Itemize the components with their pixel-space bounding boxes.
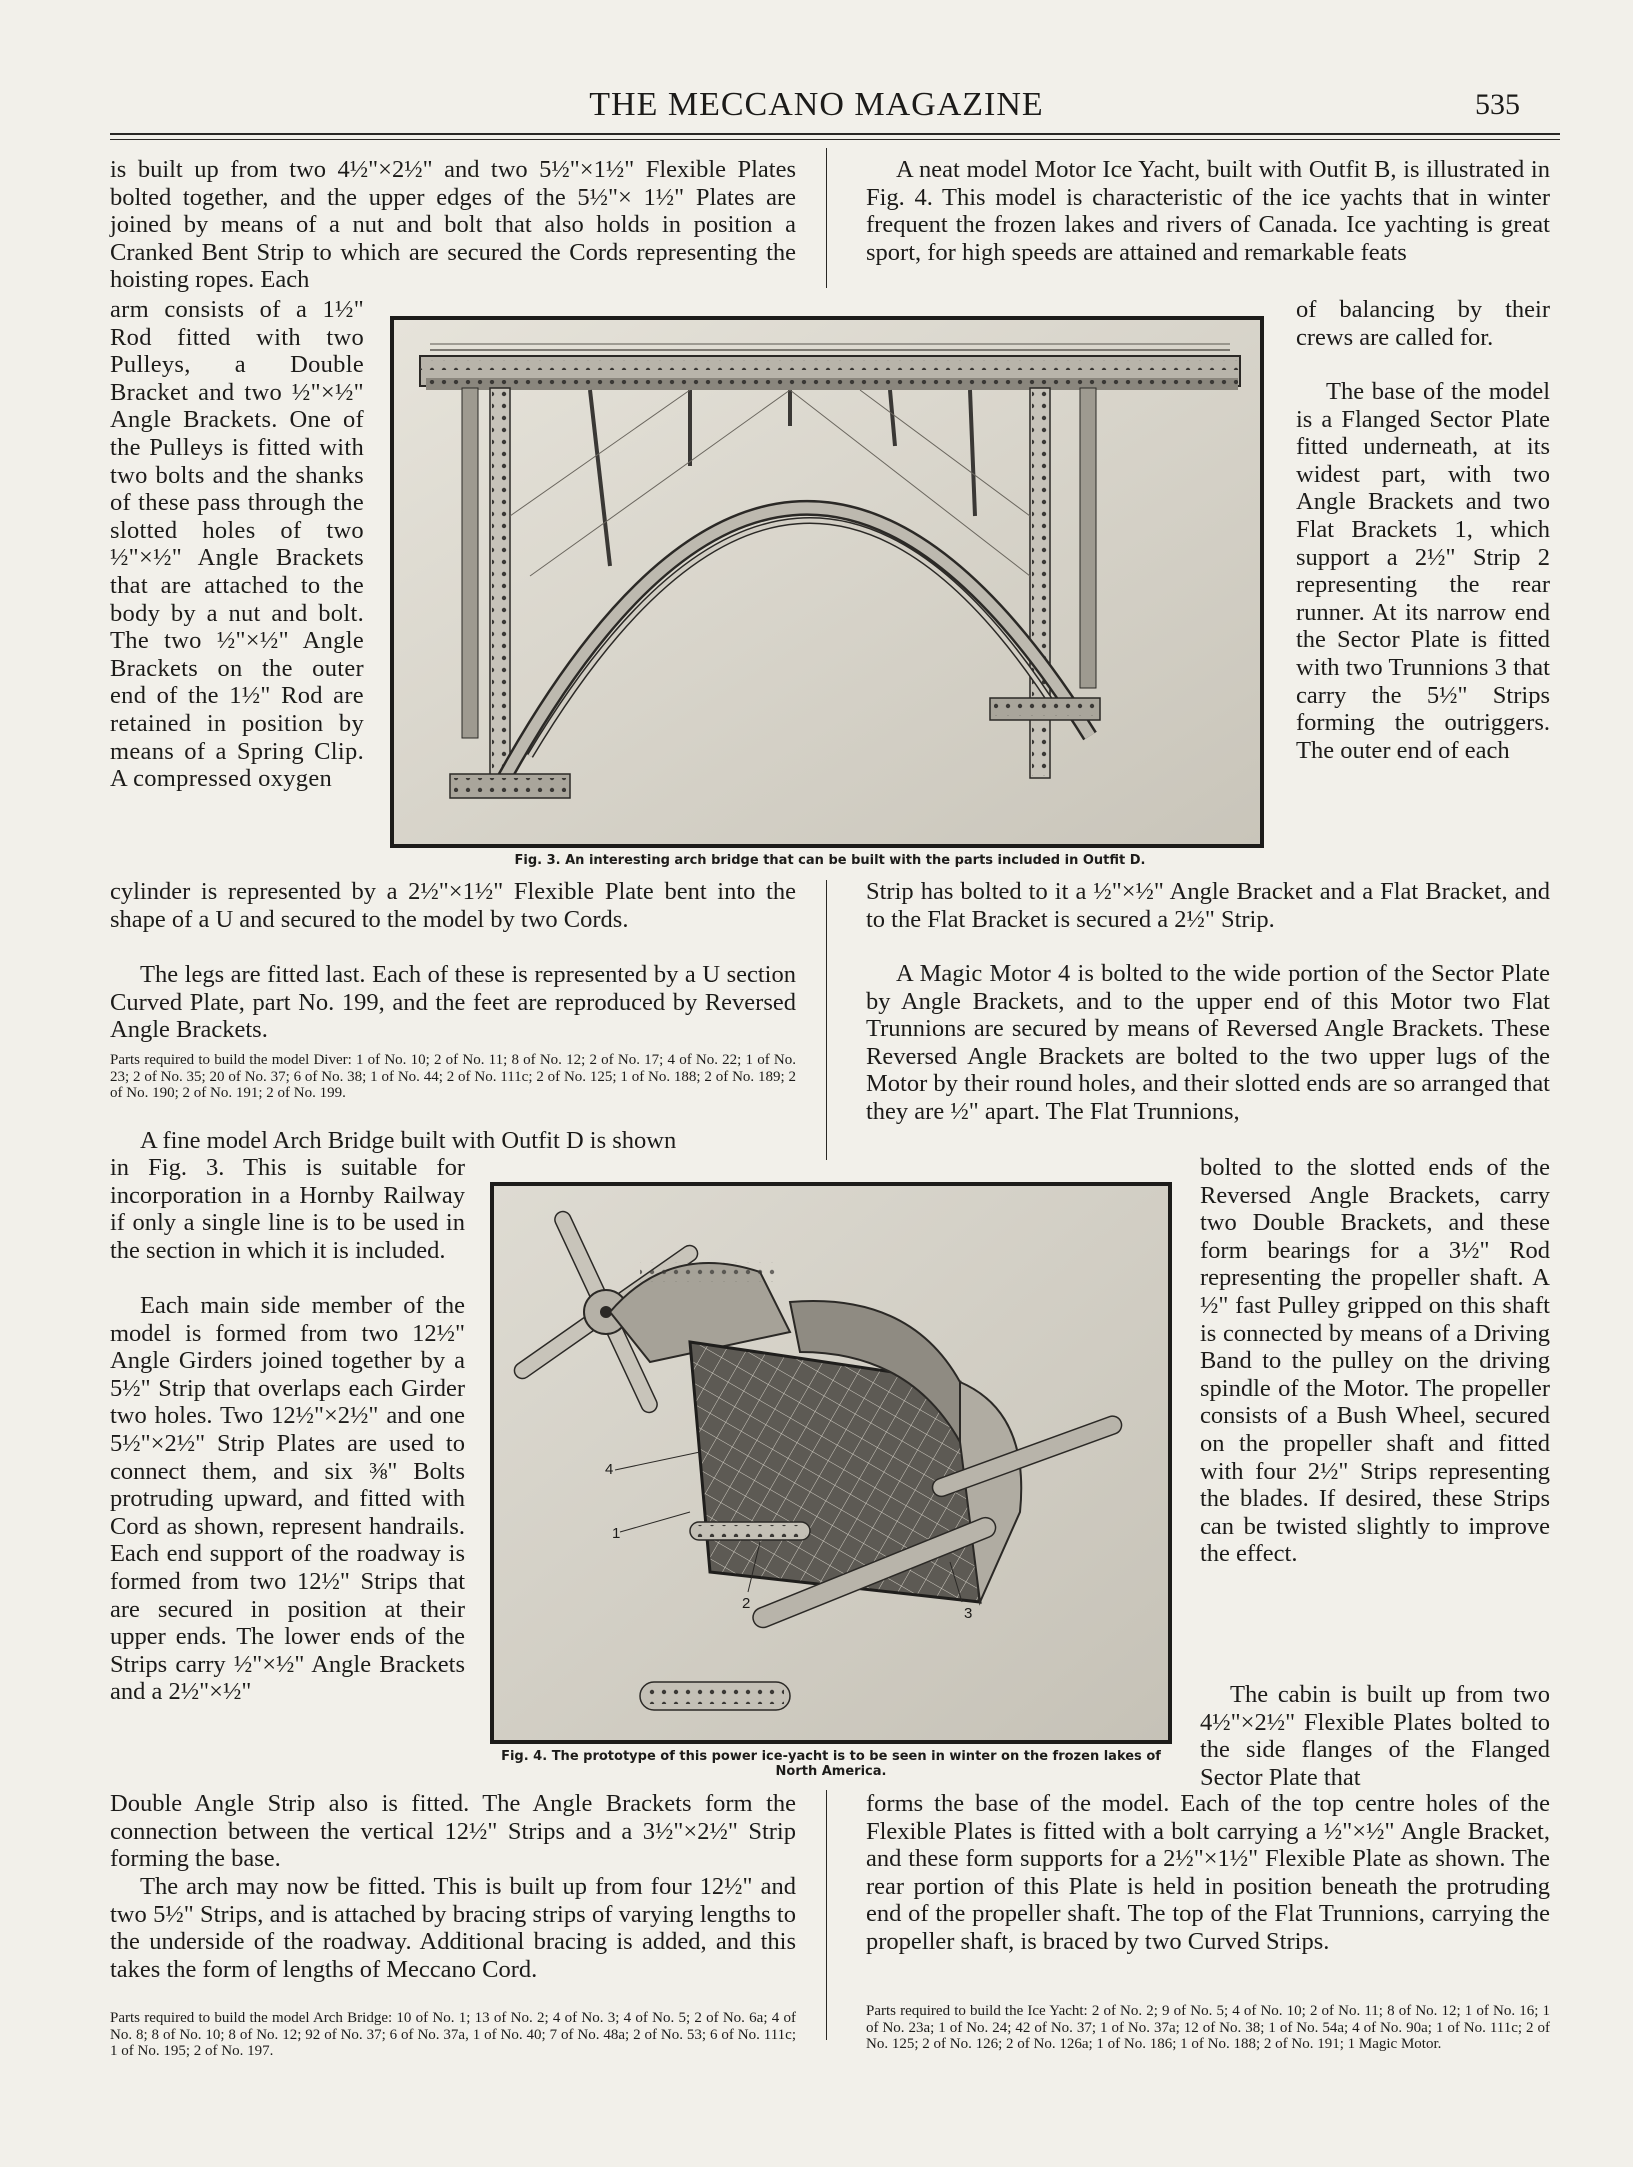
left-paragraph-4-wrap: Each main side member of the model is formed from two 12½" Angle Girders joined together by a 5½" Strip that overlaps each Girder two holes. Two 12½"×2½" and one 5½"×2½" Strip Plates are used to connect them, and six ⅜" Bolts protruding upward, and fitted with Cord as shown, represent handrails. Each end support of the roadway is formed from two 12½" Strips that are secured in position at their upper ends. The lower ends of the Strips carry ½"×½" Angle Brackets and a 2½"×½" <box>110 1292 465 1706</box>
page-number: 535 <box>1475 88 1520 121</box>
right-paragraph-1: A neat model Motor Ice Yacht, built with Outfit B, is illustrated in Fig. 4. This model is characteristic of the ice yachts that in winter frequent the frozen lakes and rivers of Canada. Ice yachting is great sport, for high speeds are attained and remarkable feats <box>866 156 1550 266</box>
left-paragraph-1-end: cylinder is represented by a 2½"×1½" Flexible Plate bent into the shape of a U and secured to the model by two Cords. <box>110 878 796 933</box>
figure-3-caption: Fig. 3. An interesting arch bridge that can be built with the parts included in Outfit D. <box>514 853 1146 868</box>
parts-list-diver: Parts required to build the model Diver: 1 of No. 10; 2 of No. 11; 8 of No. 12; 2 of No. 17; 4 of No. 22; 1 of No. 23; 2 of No. 35; 20 of No. 37; 6 of No. 38; 1 of No. 44; 2 of No. 111c; 2 of No. 125; 1 of No. 188; 2 of No. 189; 2 of No. 190; 2 of No. 191; 2 of No. 199. <box>110 1052 796 1101</box>
left-paragraph-5: The arch may now be fitted. This is built up from four 12½" and two 5½" Strips, and is attached by bracing strips of varying lengths to the underside of the roadway. Additional bracing is added, and this takes the form of lengths of Meccano Cord. <box>110 1873 796 1983</box>
label-3: 3 <box>964 1605 973 1622</box>
header-rule <box>110 133 1560 135</box>
page-header-title: THE MECCANO MAGAZINE <box>589 86 1044 123</box>
right-paragraph-2-wrap: The base of the model is a Flanged Sector Plate fitted underneath, at its widest part, with two Angle Brackets and two Flat Brackets 1, which support a 2½" Strip 2 representing the rear runner. At its narrow end the Sector Plate is fitted with two Trunnions 3 that carry the 5½" Strips forming the outriggers. The outer end of each <box>1296 378 1550 764</box>
label-2: 2 <box>742 1595 751 1612</box>
left-paragraph-1: is built up from two 4½"×2½" and two 5½"×1½" Flexible Plates bolted together, and the upper edges of the 5½"× 1½" Plates are joined by means of a nut and bolt that also holds in position a Cranked Bent Strip to which are secured the Cords representing the hoisting ropes. Each <box>110 156 796 294</box>
right-paragraph-2-end: Strip has bolted to it a ½"×½" Angle Bracket and a Flat Bracket, and to the Flat Bracket is secured a 2½" Strip. <box>866 878 1550 933</box>
header-rule-thin <box>110 139 1560 140</box>
arch-bridge-illustration <box>390 316 1264 848</box>
right-paragraph-1-wrap: of balancing by their crews are called for. <box>1296 296 1550 351</box>
column-divider <box>826 1790 827 2040</box>
ice-yacht-illustration <box>490 1182 1172 1744</box>
right-paragraph-3-wrap: bolted to the slotted ends of the Reversed Angle Brackets, carry two Double Brackets, and these form bearings for a 3½" Rod representing the propeller shaft. A ½" fast Pulley gripped on this shaft is connected by means of a Driving Band to the pulley on the driving spindle of the Motor. The propeller consists of a Bush Wheel, secured on the propeller shaft and fitted with four 2½" Strips representing the blades. If desired, these Strips can be twisted slightly to improve the effect. <box>1200 1154 1550 1568</box>
column-divider <box>826 148 827 288</box>
label-1: 1 <box>612 1525 621 1542</box>
figure-3-arch-bridge <box>390 316 1264 848</box>
parts-list-ice-yacht: Parts required to build the Ice Yacht: 2 of No. 2; 9 of No. 5; 4 of No. 10; 2 of No. 11; 8 of No. 12; 1 of No. 16; 1 of No. 23a; 1 of No. 24; 42 of No. 37; 1 of No. 37a; 12 of No. 38; 1 of No. 54a; 4 of No. 90a; 1 of No. 111c; 2 of No. 125; 2 of No. 126; 2 of No. 126a; 1 of No. 186; 1 of No. 188; 2 of No. 191; 1 Magic Motor. <box>866 2003 1550 2052</box>
left-paragraph-1-wrap: arm consists of a 1½" Rod fitted with two Pulleys, a Double Bracket and two ½"×½" Angle Brackets. One of the Pulleys is fitted with two bolts and the shanks of these pass through the slotted holes of two ½"×½" Angle Brackets that are attached to the body by a nut and bolt. The two ½"×½" Angle Brackets on the outer end of the 1½" Rod are retained in position by means of a Spring Clip. A compressed oxygen <box>110 296 364 793</box>
parts-list-arch-bridge: Parts required to build the model Arch Bridge: 10 of No. 1; 13 of No. 2; 4 of No. 3; 4 of No. 5; 2 of No. 6a; 4 of No. 8; 8 of No. 10; 8 of No. 12; 92 of No. 37; 6 of No. 37a, 1 of No. 40; 7 of No. 48a; 2 of No. 53; 6 of No. 111c; 1 of No. 195; 2 of No. 197. <box>110 2010 796 2059</box>
left-paragraph-2: The legs are fitted last. Each of these is represented by a U section Curved Plate, part No. 199, and the feet are reproduced by Reversed Angle Brackets. <box>110 961 796 1044</box>
left-paragraph-3-first: A fine model Arch Bridge built with Outfit D is shown <box>140 1127 677 1154</box>
right-paragraph-4-wrap: The cabin is built up from two 4½"×2½" Flexible Plates bolted to the side flanges of the Flanged Sector Plate that <box>1200 1681 1550 1791</box>
left-paragraph-4-end: Double Angle Strip also is fitted. The Angle Brackets form the connection between the vertical 12½" Strips and a 3½"×2½" Strip forming the base. <box>110 1790 796 1873</box>
column-divider <box>826 880 827 1160</box>
label-4: 4 <box>605 1461 614 1478</box>
left-paragraph-3-wrap: in Fig. 3. This is suitable for incorporation in a Hornby Railway if only a single line is to be used in the section in which it is included. <box>110 1154 465 1264</box>
right-paragraph-3: A Magic Motor 4 is bolted to the wide portion of the Sector Plate by Angle Brackets, and to the upper end of this Motor two Flat Trunnions are secured by means of Reversed Angle Brackets. These Reversed Angle Brackets are bolted to the two upper lugs of the Motor by their round holes, and their slotted ends are so arranged that they are ½" apart. The Flat Trunnions, <box>866 960 1550 1125</box>
figure-4-ice-yacht <box>490 1182 1172 1744</box>
figure-4-caption: Fig. 4. The prototype of this power ice-yacht is to be seen in winter on the frozen lakes of North America. <box>501 1749 1161 1779</box>
right-paragraph-4-end: forms the base of the model. Each of the top centre holes of the Flexible Plates is fitted with a bolt carrying a ½"×½" Angle Bracket, and these form supports for a 2½"×1½" Flexible Plate as shown. The rear portion of this Plate is held in position beneath the protruding end of the propeller shaft. The top of the Flat Trunnions, carrying the propeller shaft, is braced by two Curved Strips. <box>866 1790 1550 1955</box>
